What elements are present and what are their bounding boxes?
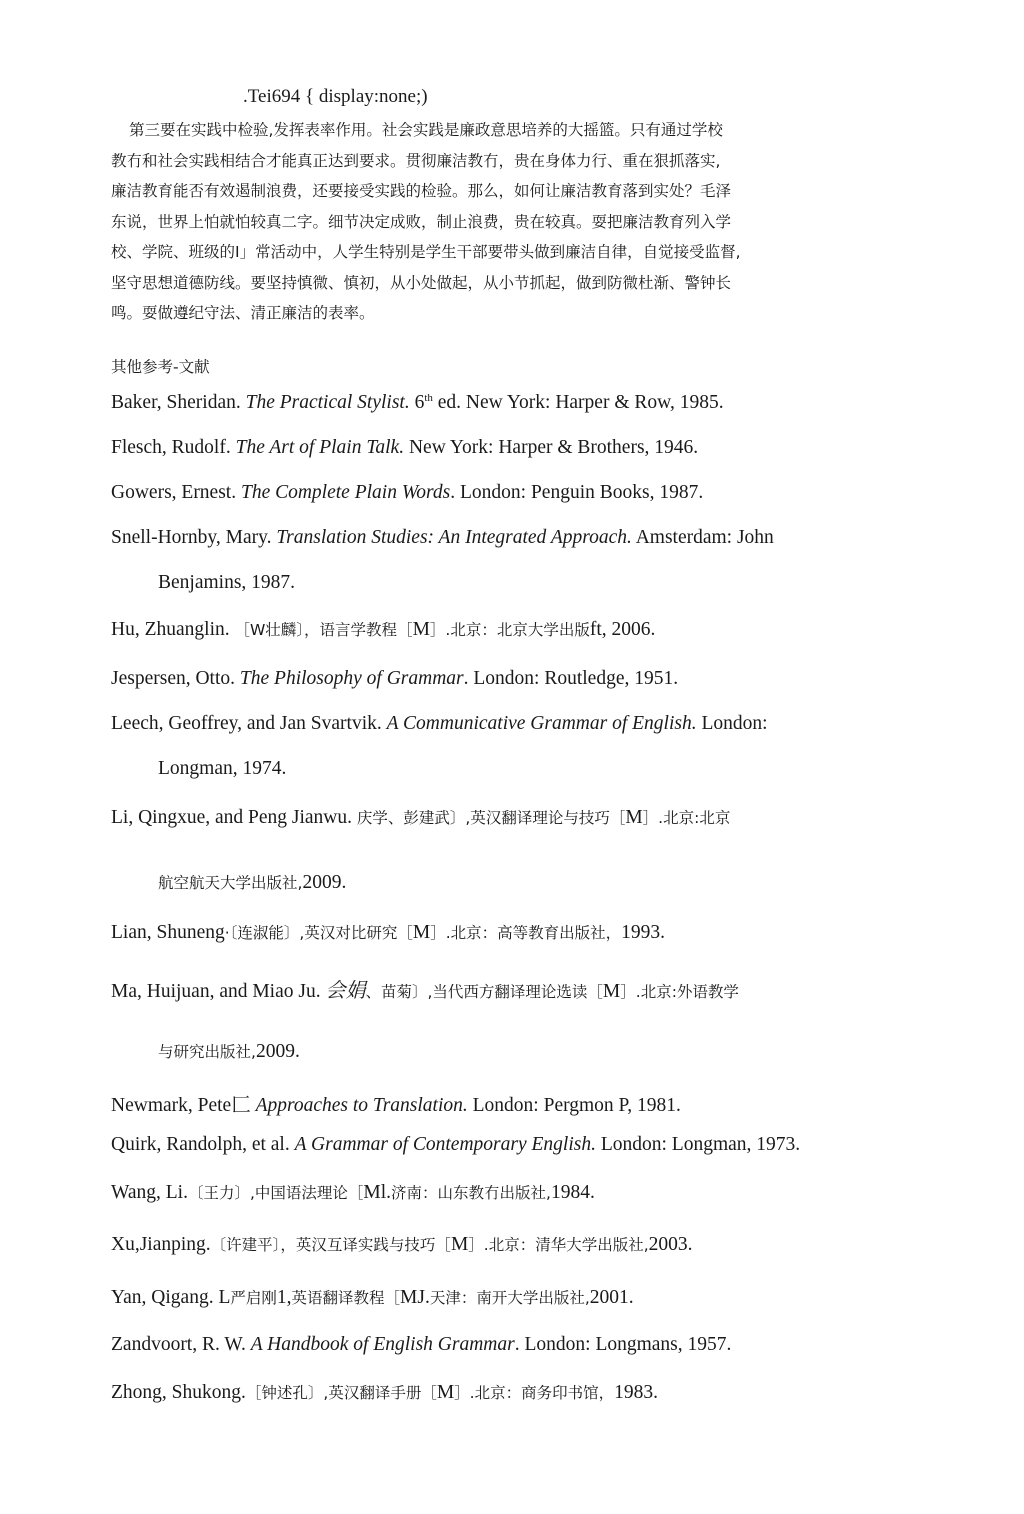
ref-title: A Grammar of Contemporary English. — [294, 1134, 596, 1155]
ref-chinese: 英语翻译教程［ — [291, 1289, 401, 1307]
ref-title: The Art of Plain Talk. — [235, 437, 405, 458]
ref-publication: 1993. — [621, 922, 665, 943]
stray-css-text: .Tei694 { display:none;) — [243, 86, 428, 107]
ref-chinese: ］.北京：北京大学出版 — [429, 621, 590, 639]
paragraph-line: 校、学院、班级的I」常活动中，人学生特别是学生干部要带头做到廉洁自律，自觉接受监督, — [111, 243, 741, 261]
ref-publication: 1984. — [550, 1182, 595, 1203]
ref-edition: 6 — [409, 392, 425, 413]
ref-author: Leech, Geoffrey, and Jan Svartvik. — [111, 713, 387, 734]
ref-type: M — [436, 1382, 455, 1403]
ref-type: M — [412, 619, 430, 640]
ref-author: Flesch, Rudolf. — [111, 437, 236, 458]
ref-publication: ed. New York: Harper & Row, 1985. — [432, 392, 724, 413]
ref-title: Translation Studies: An Integrated Approach. — [276, 527, 632, 548]
ref-chinese: 济南：山东教冇出版社, — [391, 1184, 551, 1202]
ref-fragment: 1, — [276, 1287, 292, 1308]
ref-author: Zhong, Shukong. — [111, 1382, 246, 1403]
ref-author: Li, Qingxue, and Peng Jianwu. — [111, 807, 357, 828]
ref-publication: London: — [696, 713, 768, 734]
ref-publication: . London: Penguin Books, 1987. — [450, 482, 704, 503]
ref-publication: ft, 2006. — [589, 619, 656, 640]
ref-title: Approaches to Translation. — [255, 1095, 468, 1116]
paragraph-line: 第三要在实践中检验,发挥表率作用。社会实践是廉政意思培养的大摇篮。只有通过学校 — [129, 121, 723, 139]
ref-chinese: ］.北京：清华大学出版社, — [468, 1236, 649, 1254]
ref-title: The Complete Plain Words — [240, 482, 451, 503]
ref-chinese: 天津：南开大学出版社, — [429, 1289, 590, 1307]
paragraph-line: 廉洁教育能否有效遏制浪费，还要接受实践的检验。那么，如何让廉洁教育落到实处？毛泽 — [111, 182, 732, 200]
ref-author: Ma, Huijuan, and Miao Ju. — [111, 981, 326, 1002]
ref-author: Gowers, Ernest. — [111, 482, 241, 503]
ref-chinese: 、苗菊〕,当代西方翻译理论选读［ — [365, 983, 603, 1001]
ref-chinese: ［W壮麟〕，语言学教程［ — [234, 621, 413, 639]
ref-edition-suffix: th — [424, 392, 433, 404]
ref-chinese: ·〔连淑能〕,英汉对比研究［ — [224, 924, 413, 942]
reference-quirk — [111, 1134, 800, 1156]
reference-li — [111, 806, 730, 829]
reference-ma-cont — [158, 1040, 300, 1063]
reference-snell-hornby-cont: Benjamins, 1987. — [158, 572, 296, 593]
ref-author: Yan, Qigang. L — [111, 1287, 231, 1308]
ref-type: M — [450, 1234, 469, 1255]
ref-publication: 1983. — [614, 1382, 658, 1403]
ref-type: M — [412, 922, 431, 943]
ref-chinese: 〔王力〕,中国语法理论［ — [187, 1184, 364, 1202]
ref-publication: Amsterdam: John — [631, 527, 774, 548]
reference-lian — [111, 921, 665, 944]
ref-publication: 2009. — [302, 872, 347, 893]
ref-publication: 2001. — [589, 1287, 634, 1308]
reference-ma — [111, 974, 739, 1003]
ref-chinese-italic: 会娟 — [325, 978, 366, 1002]
reference-yan — [111, 1286, 634, 1309]
ref-author: Quirk, Randolph, et al. — [111, 1134, 295, 1155]
ref-chinese: 与研究出版社, — [158, 1043, 256, 1061]
ref-title: The Philosophy of Grammar — [239, 668, 464, 689]
ref-type: Ml. — [363, 1182, 392, 1203]
ref-author: Newmark, Pete匚 — [111, 1095, 256, 1116]
ref-author: Hu, Zhuanglin. — [111, 619, 235, 640]
ref-author: Jespersen, Otto. — [111, 668, 240, 689]
ref-chinese: ［钟述孔〕,英汉翻译手册［ — [245, 1384, 437, 1402]
reference-flesch — [111, 437, 698, 459]
paragraph-line: 教冇和社会实践相结合才能真正达到要求。贯彻廉洁教冇，贵在身体力行、重在狠抓落实, — [111, 151, 721, 170]
ref-chinese: 严启刚 — [230, 1289, 277, 1307]
ref-chinese: ］.北京：商务印书馆， — [454, 1384, 615, 1402]
reference-hu — [111, 618, 655, 641]
reference-wang — [111, 1181, 595, 1204]
ref-title: A Communicative Grammar of English. — [386, 713, 697, 734]
ref-publication: London: Pergmon P, 1981. — [467, 1095, 681, 1116]
reference-li-cont — [158, 871, 346, 894]
ref-publication: 2003. — [648, 1234, 693, 1255]
paragraph-line: 坚守思想道德防线。要坚持慎微、慎初，从小处做起，从小节抓起，做到防微杜渐、警钟长 — [111, 273, 732, 292]
ref-publication: . London: Routledge, 1951. — [463, 668, 679, 689]
reference-baker — [111, 392, 724, 414]
ref-publication: London: Longman, 1973. — [595, 1134, 801, 1155]
ref-type: M — [625, 807, 643, 828]
reference-gowers — [111, 482, 703, 504]
reference-zandvoort — [111, 1334, 731, 1356]
reference-newmark — [111, 1089, 681, 1117]
reference-leech-cont: Longman, 1974. — [158, 758, 287, 779]
ref-chinese: ］.北京:外语教学 — [620, 983, 739, 1001]
reference-xu — [111, 1233, 693, 1256]
ref-title: The Practical Stylist. — [245, 392, 410, 413]
reference-leech — [111, 713, 768, 735]
paragraph-line: 东说，世界上怕就怕较真二字。细节决定成败，制止浪费，贵在较真。耍把廉洁教育列入学 — [111, 212, 732, 231]
ref-chinese: 〔许建平〕，英汉互译实践与技巧［ — [210, 1236, 451, 1254]
body-paragraph — [111, 115, 871, 329]
ref-author: Snell-Hornby, Mary. — [111, 527, 277, 548]
references-heading: 其他参考-文献 — [111, 358, 210, 376]
reference-snell-hornby — [111, 527, 774, 549]
ref-publication: 2009. — [255, 1041, 300, 1062]
ref-publication: . London: Longmans, 1957. — [514, 1334, 732, 1355]
ref-author: Xu,Jianping. — [111, 1234, 211, 1255]
ref-publication: New York: Harper & Brothers, 1946. — [404, 437, 699, 458]
ref-chinese: 庆学、彭建武〕,英汉翻译理论与技巧［ — [356, 809, 626, 827]
ref-author: Zandvoort, R. W. — [111, 1334, 251, 1355]
ref-author: Baker, Sheridan. — [111, 392, 246, 413]
ref-title: A Handbook of English Grammar — [250, 1334, 515, 1355]
reference-jespersen — [111, 668, 678, 690]
ref-type: MJ. — [400, 1287, 430, 1308]
reference-zhong — [111, 1381, 658, 1404]
ref-chinese: ］.北京：高等教育出版社， — [430, 924, 622, 942]
paragraph-line: 鸣。耍做遵纪守法、清正廉洁的表率。 — [111, 304, 375, 322]
ref-author: Lian, Shuneng — [111, 922, 225, 943]
ref-author: Wang, Li. — [111, 1182, 188, 1203]
ref-chinese: 航空航天大学出版社, — [158, 874, 303, 892]
ref-type: M — [602, 981, 621, 1002]
ref-chinese: ］.北京:北京 — [642, 809, 731, 827]
